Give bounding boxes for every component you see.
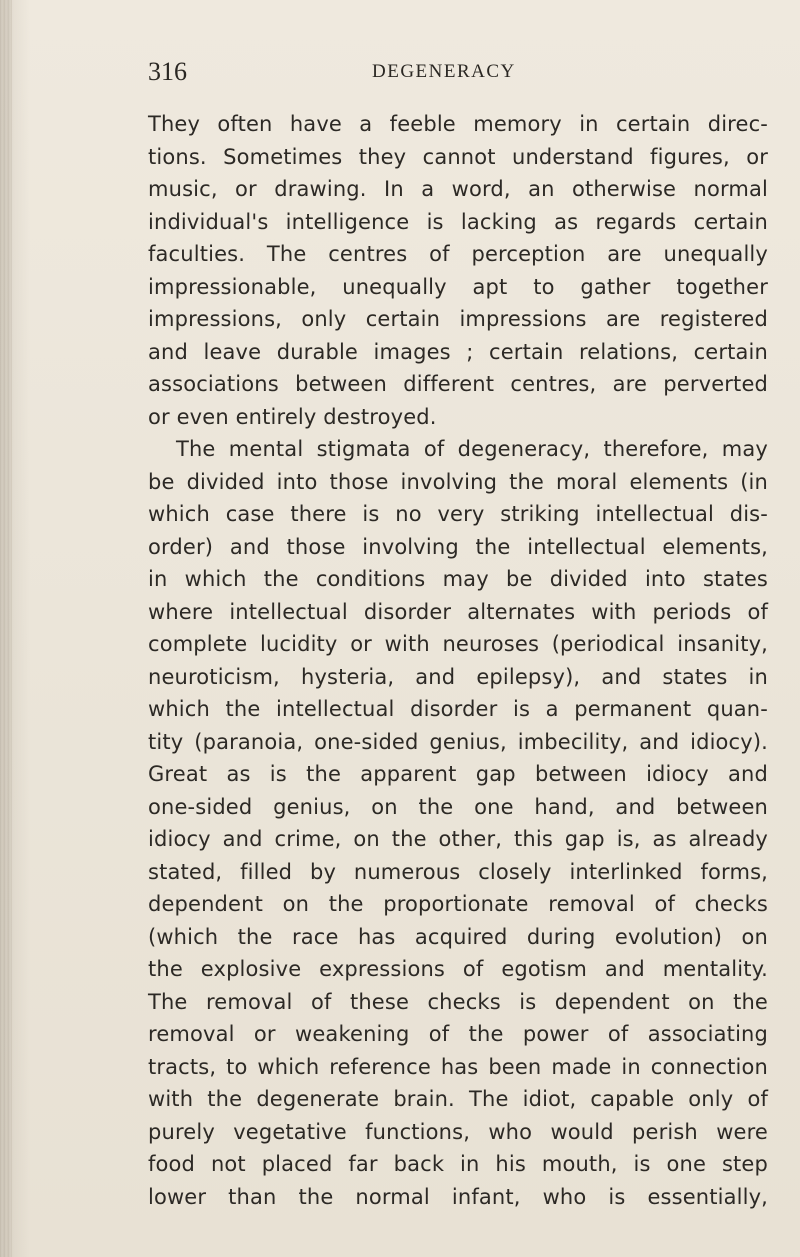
text-line: associations between different centres, are perverted [148, 372, 768, 396]
text-line: tity (paranoia, one-sided genius, imbecility, and idiocy). [148, 729, 768, 754]
text-line: Great as is the apparent gap between idiocy and [148, 762, 768, 786]
text-line: individual's intelligence is lacking as regards certain [148, 209, 768, 234]
text-line: purely vegetative functions, who would perish were [148, 1119, 768, 1144]
text-line: The removal of these checks is dependent on the [148, 989, 768, 1014]
text-line: They often have a feeble memory in certain direc- [148, 112, 768, 136]
text-line: The mental stigmata of degeneracy, therefore, may [176, 437, 768, 461]
text-line: (which the race has acquired during evolution) on [148, 924, 768, 949]
text-line: tracts, to which reference has been made in connection [148, 1054, 768, 1079]
text-line: where intellectual disorder alternates with periods of [148, 599, 768, 624]
text-line: removal or weakening of the power of associating [148, 1022, 768, 1046]
running-title: DEGENERACY [372, 61, 516, 82]
text-line: dependent on the proportionate removal of checks [148, 892, 768, 916]
text-line: or even entirely destroyed. [148, 404, 437, 429]
binding-gutter [0, 0, 12, 1257]
text-line: which case there is no very striking intellectual dis- [148, 502, 768, 526]
text-line: which the intellectual disorder is a permanent quan- [148, 697, 768, 721]
text-line: stated, filled by numerous closely interlinked forms, [148, 859, 768, 884]
text-line: impressions, only certain impressions are registered [148, 307, 768, 331]
text-line: tions. Sometimes they cannot understand figures, or [148, 144, 768, 169]
body-text [148, 108, 768, 1213]
page-number: 316 [148, 57, 187, 86]
page-header [148, 54, 768, 90]
text-line: impressionable, unequally apt to gather together [148, 274, 768, 299]
text-line: the explosive expressions of egotism and mentality. [148, 957, 768, 981]
text-line: be divided into those involving the moral elements (in [148, 469, 768, 494]
text-line: idiocy and crime, on the other, this gap is, as already [148, 827, 768, 851]
text-line: and leave durable images ; certain relations, certain [148, 339, 768, 364]
text-line: music, or drawing. In a word, an otherwise normal [148, 177, 768, 201]
text-line: in which the conditions may be divided into states [148, 567, 768, 591]
text-line: food not placed far back in his mouth, is one step [148, 1152, 768, 1176]
text-line: order) and those involving the intellectual elements, [148, 534, 768, 559]
text-line: lower than the normal infant, who is essentially, [148, 1184, 768, 1209]
text-line: faculties. The centres of perception are unequally [148, 242, 768, 266]
text-line: complete lucidity or with neuroses (periodical insanity, [148, 632, 768, 656]
text-line: neuroticism, hysteria, and epilepsy), and states in [148, 664, 768, 689]
text-line: with the degenerate brain. The idiot, capable only of [148, 1087, 768, 1111]
text-line: one-sided genius, on the one hand, and between [148, 794, 768, 819]
